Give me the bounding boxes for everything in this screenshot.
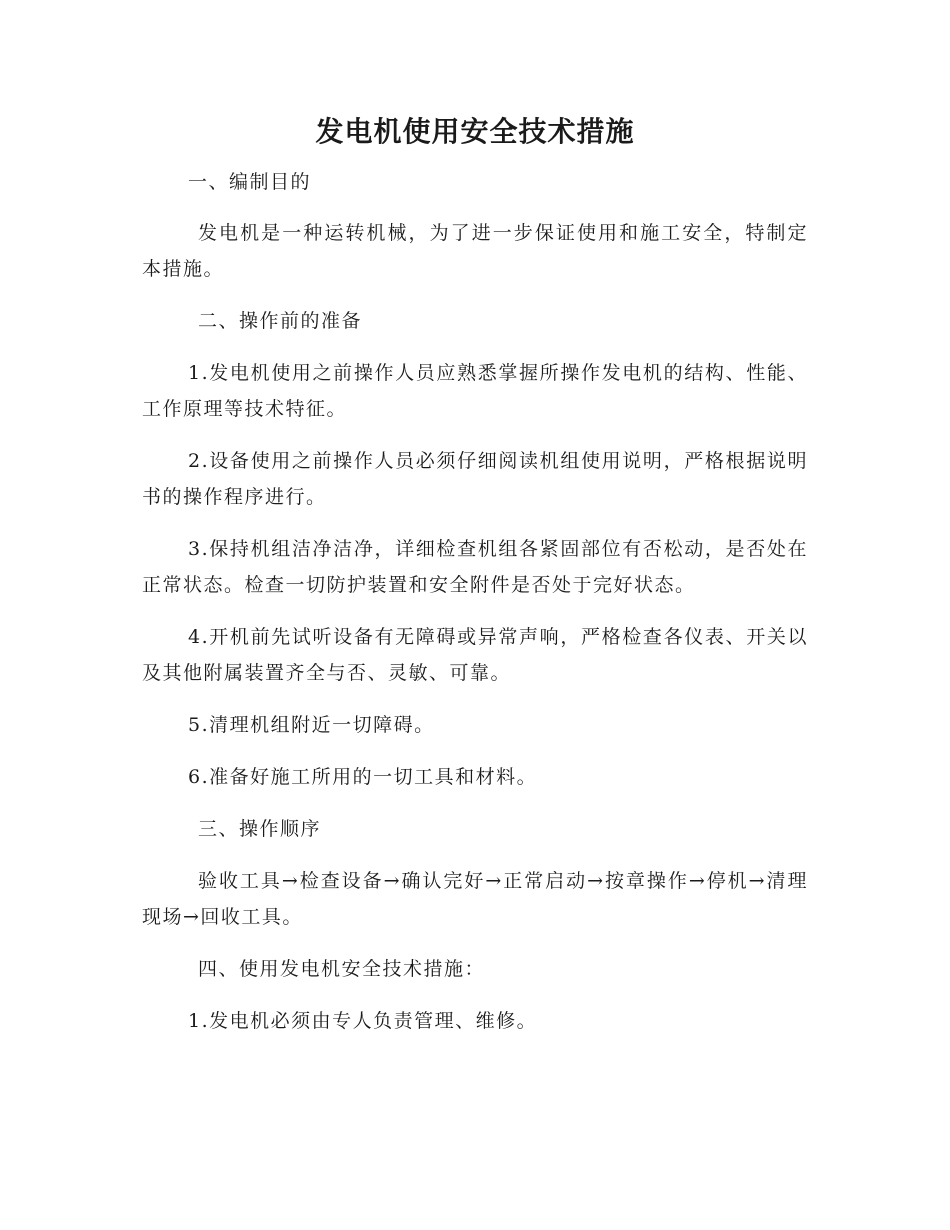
list-item-prep-1: 1.发电机使用之前操作人员应熟悉掌握所操作发电机的结构、性能、工作原理等技术特征。 [142,362,808,420]
list-item-prep-5: 5.清理机组附近一切障碍。 [188,714,435,736]
document-body [142,164,808,1039]
document-title: 发电机使用安全技术措施 [315,115,635,148]
paragraph-sequence: 验收工具→检查设备→确认完好→正常启动→按章操作→停机→清理现场→回收工具。 [142,870,808,928]
section-heading-safety: 四、使用发电机安全技术措施： [198,958,486,980]
list-item-prep-3: 3.保持机组洁净洁净，详细检查机组各紧固部位有否松动，是否处在正常状态。检查一切防护装置和安全附件是否处于完好状态。 [142,538,808,596]
section-heading-purpose: 一、编制目的 [188,171,312,193]
list-item-prep-2: 2.设备使用之前操作人员必须仔细阅读机组使用说明，严格根据说明书的操作程序进行。 [142,450,808,508]
list-item-prep-4: 4.开机前先试听设备有无障碍或异常声响，严格检查各仪表、开关以及其他附属装置齐全与否、灵敏、可靠。 [142,626,808,684]
section-heading-preparation: 二、操作前的准备 [198,310,363,332]
list-item-prep-6: 6.准备好施工所用的一切工具和材料。 [188,766,538,788]
section-heading-sequence: 三、操作顺序 [198,818,322,840]
list-item-safety-1: 1.发电机必须由专人负责管理、维修。 [188,1010,538,1032]
paragraph-purpose: 发电机是一种运转机械，为了进一步保证使用和施工安全，特制定本措施。 [142,222,808,280]
